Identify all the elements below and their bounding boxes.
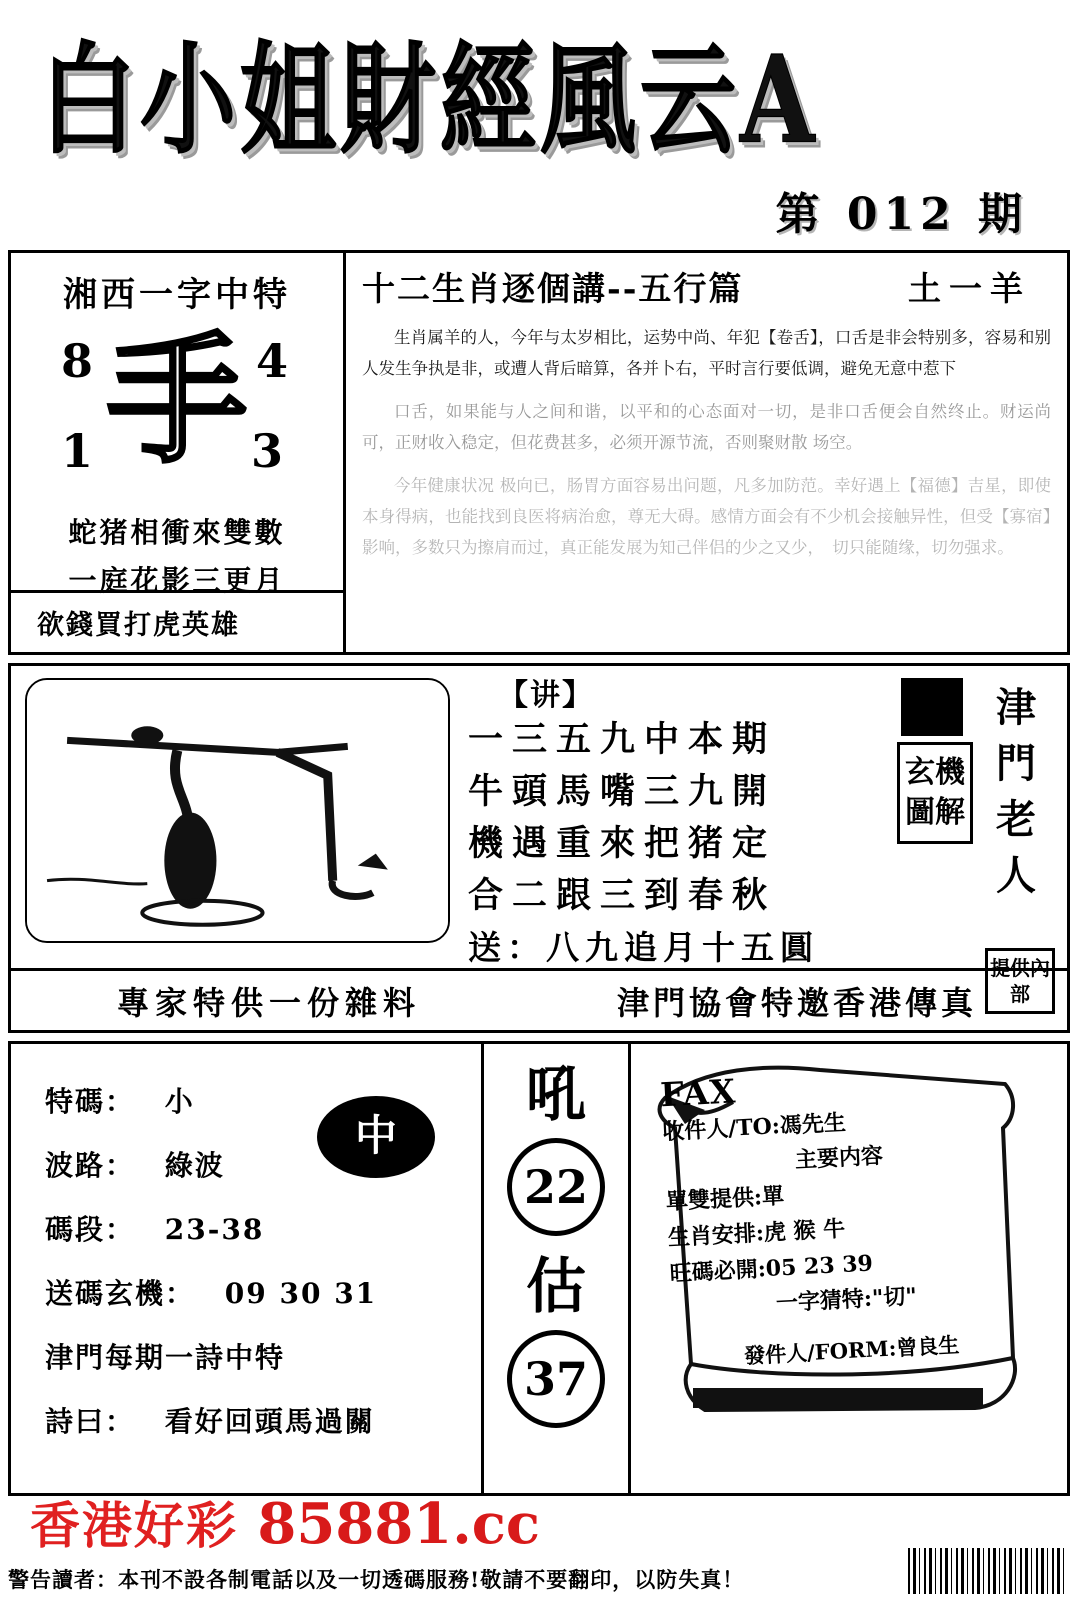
mid-char-bottom: 估 — [526, 1252, 586, 1322]
watermark — [30, 1486, 540, 1558]
number-circle-top: 22 — [507, 1138, 605, 1236]
poem-head: 【讲】 — [498, 678, 594, 713]
masthead — [0, 0, 1078, 250]
poem-label: 詩曰： — [45, 1405, 136, 1438]
row-label: 特碼： — [45, 1085, 136, 1118]
digit-bottom-left: 1 — [61, 424, 94, 478]
list-item — [45, 1198, 481, 1262]
row-label: 波路： — [45, 1149, 136, 1182]
zodiac-article — [346, 253, 1067, 652]
fax-line-4: 一字猜特:"切" — [775, 1283, 918, 1317]
oval-stamp-icon — [317, 1096, 435, 1178]
fax-to: 收件人/TO:馮先生 — [661, 1109, 847, 1146]
banner-right: 津門協會特邀香港傳真 — [616, 983, 977, 1022]
poem-value: 看好回頭馬過關 — [164, 1405, 375, 1438]
zodiac-title: 十二生肖逐個講--五行篇 — [362, 269, 744, 308]
zodiac-paragraph-2: 口舌，如果能与人之间和谐，以平和的心态面对一切，是非口舌便会自然终止。财运尚可，正财收入稳定，但花费甚多，必须开源节流，否则聚财散 场空。 — [362, 402, 1051, 452]
row-label: 碼段： — [45, 1213, 136, 1246]
mid-banner-row — [11, 968, 1067, 1030]
row-value: 23-38 — [164, 1213, 265, 1246]
tips-list — [11, 1044, 481, 1493]
zodiac-paragraph-3: 今年健康状况 极向已，肠胃方面容易出问题，凡多加防范。幸好遇上【福德】吉星，即使本身得病，也能找到良医将病治愈，尊无大碍。感情方面会有不少机会接触异性，但受【寡宿】影响，多数只为擦肩而过，真正能发展为知己伴侣的少之又少， 切只能随缘，切勿强求。 — [362, 476, 1051, 557]
top-section — [8, 250, 1070, 655]
poem-row — [45, 1390, 481, 1454]
number-circle-bottom: 37 — [507, 1330, 605, 1428]
vertical-small-label: 提供內部 — [985, 948, 1055, 1014]
big-character: 手 — [106, 319, 247, 483]
note-line: 津門每期一詩中特 — [45, 1341, 286, 1374]
row-label: 送碼玄機： — [45, 1277, 196, 1310]
zodiac-header — [362, 263, 1051, 310]
fax-subject: 主要内容 — [794, 1142, 884, 1174]
page-title: 白小姐財經風云A — [40, 28, 819, 170]
row-value: 綠波 — [164, 1149, 225, 1182]
fax-line-1: 單雙提供:單 — [665, 1183, 785, 1216]
mid-char-top: 吼 — [526, 1060, 586, 1130]
row-value: 小 — [164, 1085, 195, 1118]
watermark-text: 香港好彩 — [30, 1496, 238, 1555]
fax-line-3: 旺碼必開:05 23 39 — [669, 1250, 874, 1288]
picture-poem-section — [8, 663, 1070, 1033]
fax-title: FAX — [659, 1071, 738, 1115]
fax-from: 發件人/FORM:曾良生 — [743, 1332, 960, 1369]
hanging-animal-illustration — [27, 680, 448, 941]
digit-top-right: 4 — [255, 334, 288, 388]
illustration — [25, 678, 450, 943]
poem-line-2: 牛頭馬嘴三九開 — [468, 771, 777, 812]
oval-stamp-char: 中 — [354, 1111, 397, 1160]
xiangxi-box — [11, 253, 346, 652]
fax-line-2: 生肖安排:虎 猴 牛 — [667, 1215, 846, 1252]
banner-left: 專家特供一份雜料 — [116, 983, 421, 1022]
xiangxi-title: 湘西一字中特 — [63, 275, 291, 315]
footer-notice: 警告讀者：本刊不設各制電話以及一切透碼服務!敬請不要翻印，以防失真！ — [8, 1567, 745, 1592]
digit-grid — [11, 316, 343, 506]
row-value: 09 30 31 — [224, 1277, 378, 1310]
watermark-number: 85881 — [257, 1491, 453, 1557]
zodiac-paragraph-1: 生肖属羊的人，今年与太岁相比，运势中尚、年犯【卷舌】，口舌是非会特别多，容易和别人发生争执是非，或遭人背后暗算，各并卜右，平时言行要低调，避免无意中惹下 — [362, 328, 1051, 378]
fax-content — [659, 1057, 1024, 1374]
poem-line-4: 合二跟三到春秋 — [468, 875, 777, 916]
bottom-section — [8, 1041, 1070, 1496]
verse-line-2: 一庭花影三更月 — [68, 564, 286, 597]
digit-bottom-right: 3 — [250, 424, 283, 478]
list-item — [45, 1262, 481, 1326]
vertical-box-label: 玄機圖解 — [897, 742, 973, 844]
zodiac-tag: 土一羊 — [908, 269, 1031, 308]
fax-scroll — [645, 1058, 1035, 1438]
verse-line-1: 蛇猪相衝來雙數 — [68, 516, 286, 549]
money-banner: 欲錢買打虎英雄 — [11, 590, 346, 652]
poem-send-line: 送：八九追月十五圓 — [468, 928, 819, 967]
barcode — [908, 1548, 1068, 1594]
numbers-column — [481, 1044, 631, 1493]
watermark-suffix: .cc — [452, 1491, 540, 1557]
vertical-brand: 津門老人 — [996, 684, 1036, 899]
issue-number: 第 012 期 — [775, 189, 1028, 240]
digit-top-left: 8 — [61, 334, 94, 388]
seal-icon — [901, 678, 963, 736]
poem-line-3: 機遇重來把猪定 — [468, 823, 777, 864]
poem-line-1: 一三五九中本期 — [468, 719, 777, 760]
fax-column — [631, 1044, 1067, 1493]
